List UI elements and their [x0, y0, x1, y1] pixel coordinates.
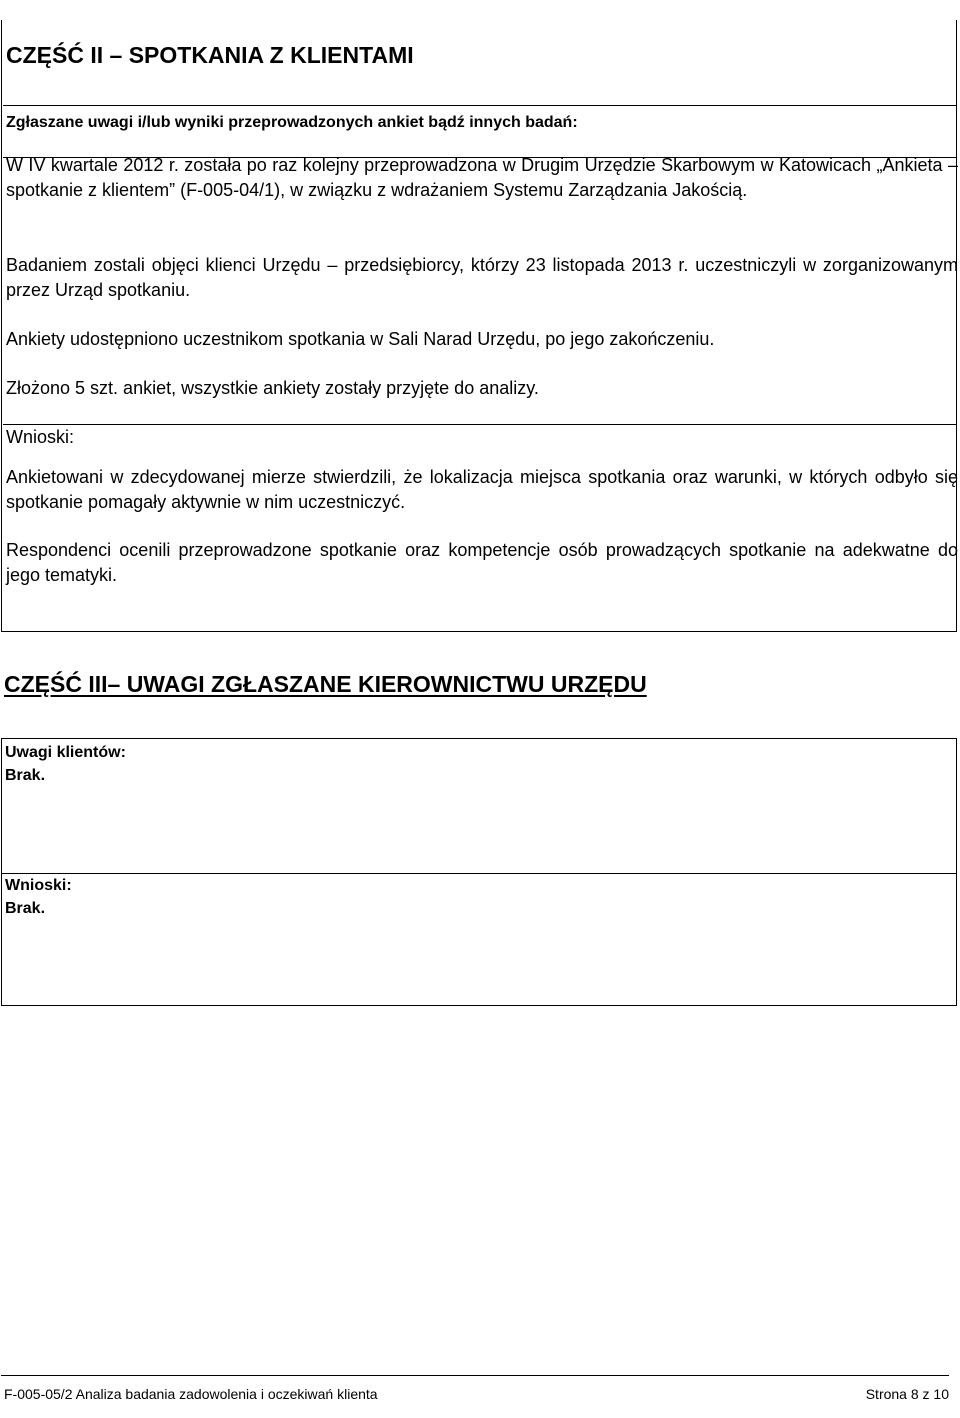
- paragraph-survey-scope: Badaniem zostali objęci klienci Urzędu – przedsiębiorcy, którzy 23 listopada 2013 r. uczestniczyli w zorganizowanym przez Urząd spotkaniu.: [6, 255, 958, 300]
- conclusion-paragraph-competence: Respondenci ocenili przeprowadzone spotkanie oraz kompetencje osób prowadzących spotkanie na adekwatne do jego tematyki.: [6, 540, 958, 585]
- section-2-subtitle: Zgłaszane uwagi i/lub wyniki przeprowadzonych ankiet bądź innych badań:: [6, 114, 578, 131]
- management-conclusions-label: Wnioski:: [5, 877, 72, 894]
- section-2-subheader: [3, 106, 957, 158]
- client-remarks-value: Brak.: [5, 767, 46, 784]
- section-2-box: [1, 20, 957, 632]
- section-2-header: [3, 20, 957, 106]
- paragraph-survey-intro: W IV kwartale 2012 r. została po raz kolejny przeprowadzona w Drugim Urzędzie Skarbowym w Katowicach „Ankieta – spotkanie z klientem” (F-005-04/1), w związku z wdrażaniem Systemu Zarządzania Jakością.: [6, 155, 958, 200]
- conclusions-label: Wnioski:: [6, 427, 75, 447]
- section-3-box: [1, 738, 957, 1006]
- management-conclusions-value: Brak.: [5, 900, 46, 917]
- paragraph-survey-distribution: Ankiety udostępniono uczestnikom spotkania w Sali Narad Urzędu, po jego zakończeniu.: [6, 329, 715, 349]
- footer-page-number: Strona 8 z 10: [865, 1386, 949, 1402]
- paragraph-survey-count: Złożono 5 szt. ankiet, wszystkie ankiety zostały przyjęte do analizy.: [6, 378, 539, 398]
- section-3-title: CZĘŚĆ III– UWAGI ZGŁASZANE KIEROWNICTWU URZĘDU: [4, 671, 647, 697]
- section-2-title: CZĘŚĆ II – SPOTKANIA Z KLIENTAMI: [6, 42, 414, 68]
- client-remarks-box: [1, 738, 957, 874]
- footer-document-name: F-005-05/2 Analiza badania zadowolenia i oczekiwań klienta: [4, 1386, 378, 1402]
- client-remarks-label: Uwagi klientów:: [5, 744, 126, 761]
- footer-divider: [1, 1375, 949, 1376]
- conclusion-paragraph-location: Ankietowani w zdecydowanej mierze stwierdzili, że lokalizacja miejsca spotkania oraz warunki, w których odbyło się spotkanie pomagały aktywnie w nim uczestniczyć.: [6, 467, 958, 512]
